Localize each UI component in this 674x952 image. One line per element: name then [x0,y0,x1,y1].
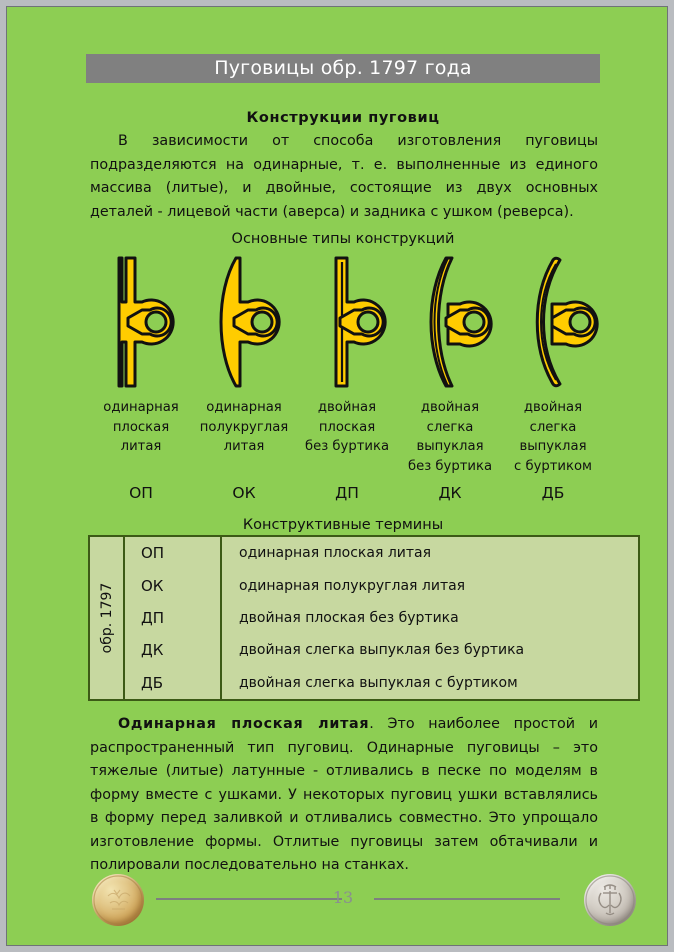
caption-db [498,398,608,476]
caption-line: литая [223,439,265,454]
table-cell-description: одинарная плоская литая [239,545,432,562]
constructive-terms-table [88,535,640,701]
caption-line: с буртиком [514,458,592,474]
table-cell-description: одинарная полукруглая литая [239,577,466,594]
button-figure-ok [198,252,302,392]
table-cell-abbr: ОК [125,569,222,601]
page-title: Пуговицы обр. 1797 года [86,54,600,83]
abbr-ok: ОК [232,484,256,502]
table-side-label-text: обр. 1797 [98,582,115,654]
caption-line: двойная [523,400,583,415]
button-figure-db [516,252,620,392]
double-flat-no-rim-icon [304,252,408,392]
abbr-dk: ДК [438,484,462,502]
abbr-dp: ДП [335,484,359,502]
single-semicircular-cast-icon [198,252,302,392]
caption-line: без буртика [304,439,390,454]
page-number: 13 [332,888,354,907]
table-row [125,667,638,699]
abbr-db: ДБ [541,484,565,502]
caption-line: плоская [318,419,376,435]
button-figure-dp [304,252,408,392]
flat-cast-paragraph-lead: Одинарная плоская литая [118,716,370,732]
table-cell-abbr: ДБ [125,667,222,699]
table-row [125,569,638,601]
section-heading-constructions: Конструкции пуговиц [246,110,440,126]
table-cell-abbr: ДК [125,634,222,666]
caption-ok [189,398,299,457]
caption-line: плоская [112,419,170,435]
button-abbreviations [86,484,600,508]
table-cell-description: двойная плоская без буртика [239,610,459,627]
single-flat-cast-icon [92,252,196,392]
caption-line: литая [120,439,162,454]
flat-cast-paragraph-body: . Это наиболее простой и распространенный тип пуговиц. Одинарные пуговицы – это тяжелые (литые) латунные - отливались в песке по моделям в форму вместе с ушками. У некоторых пуговиц ушки вставлялись в форму перед заливкой и отливались совместно. Это упрощало изготовление формы. Отлитые пуговицы затем обтачивали и полировали последовательно на станках. [90,716,598,873]
caption-line: выпуклая [416,439,484,454]
double-slightly-convex-no-rim-icon [410,252,514,392]
gold-coin-icon [92,874,144,926]
table-row [125,602,638,634]
button-cross-section-figures [86,252,600,392]
caption-line: двойная [317,400,377,415]
page-footer [6,872,674,936]
button-figure-dk [410,252,514,392]
label-constructive-terms: Конструктивные термины [242,517,444,533]
abbr-op: ОП [129,484,153,502]
table-row [125,537,638,569]
table-row [125,634,638,666]
silver-coin-monogram-icon [584,874,636,926]
table-cell-abbr: ОП [125,537,222,569]
table-side-label [90,537,125,699]
label-main-types: Основные типы конструкций [231,231,455,247]
button-figure-op [92,252,196,392]
double-slightly-convex-with-rim-icon [516,252,620,392]
caption-op [86,398,196,457]
caption-line: слегка [529,419,577,435]
table-cell-abbr: ДП [125,602,222,634]
button-captions [86,398,600,494]
caption-line: одинарная [103,400,179,415]
caption-dk [395,398,505,476]
table-body [125,537,638,699]
caption-line: одинарная [206,400,282,415]
table-cell-description: двойная слегка выпуклая с буртиком [239,674,518,691]
table-cell-description: двойная слегка выпуклая без буртика [239,642,525,659]
footer-rule-right [374,898,560,900]
flat-cast-paragraph [90,713,598,878]
intro-paragraph: В зависимости от способа изготовления пуговицы подразделяются на одинарные, т. е. выполненные из единого массива (литые), и двойные, состоящие из двух основных деталей - лицевой части (аверса) и задника с ушком (реверса). [90,133,598,220]
caption-line: без буртика [407,458,493,474]
caption-line: двойная [420,400,480,415]
caption-line: полукруглая [199,419,289,435]
caption-dp [292,398,402,457]
caption-line: выпуклая [519,439,587,454]
caption-line: слегка [426,419,474,435]
